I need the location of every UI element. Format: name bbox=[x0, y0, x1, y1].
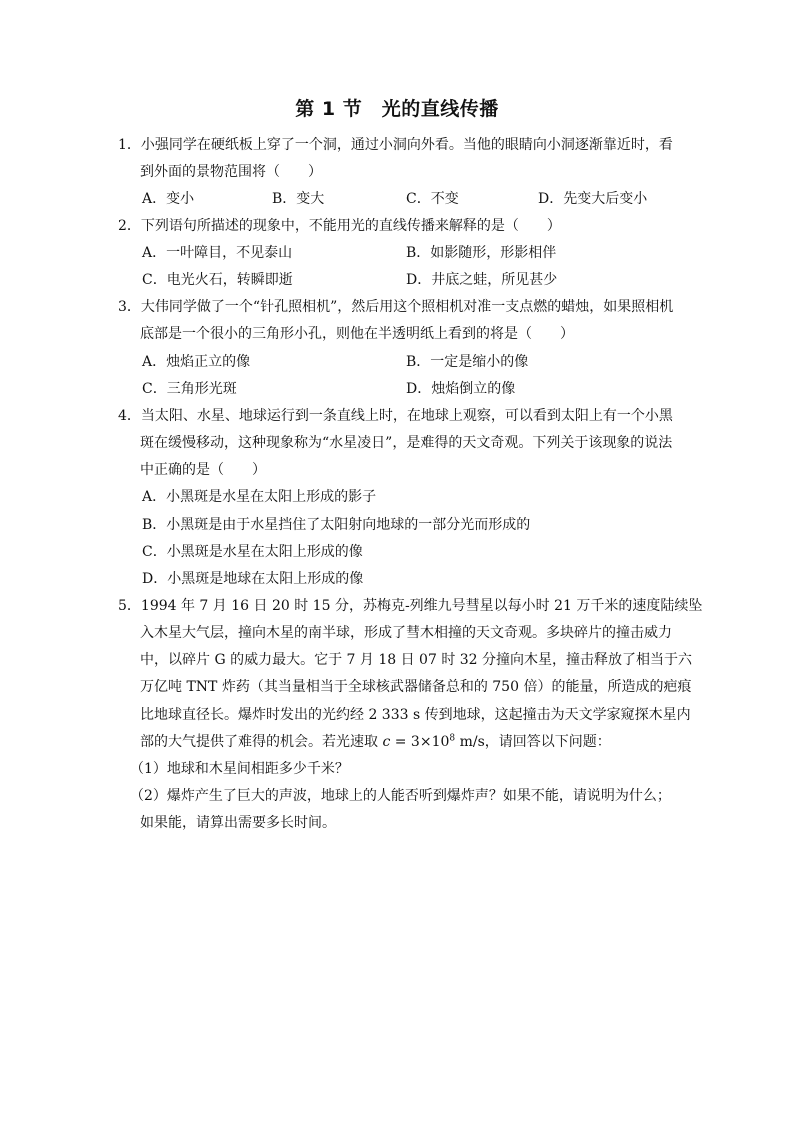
q4-line-1: 4．当太阳、水星、地球运行到一条直线上时，在地球上观察，可以看到太阳上有一个小黑 bbox=[118, 408, 673, 424]
q2-option-c: C．电光火石，转瞬即逝 bbox=[142, 272, 293, 288]
q2-option-b: B．如影随形，形影相伴 bbox=[406, 245, 557, 261]
q5-line-6 bbox=[140, 733, 611, 751]
q3-option-d: D．烛焰倒立的像 bbox=[406, 381, 516, 397]
section-title: 第 1 节 光的直线传播 bbox=[295, 98, 499, 120]
q4-option-d: D．小黑斑是地球在太阳上形成的像 bbox=[142, 571, 364, 587]
q4-line-2: 斑在缓慢移动，这种现象称为“水星凌日”，是难得的天文奇观。下列关于该现象的说法 bbox=[140, 435, 673, 451]
q3-option-c: C．三角形光斑 bbox=[142, 381, 237, 397]
q4-option-b: B．小黑斑是由于水星挡住了太阳射向地球的一部分光而形成的 bbox=[142, 517, 531, 533]
q5-line-6-post: m/s，请回答以下问题： bbox=[455, 734, 611, 750]
q1-option-a: A．变小 bbox=[142, 191, 195, 207]
q3-option-a: A．烛焰正立的像 bbox=[142, 354, 251, 370]
q1-option-c: C．不变 bbox=[406, 191, 459, 207]
q3-line-2: 底部是一个很小的三角形小孔，则他在半透明纸上看到的将是（ ） bbox=[140, 326, 574, 342]
q5-line-1: 5．1994 年 7 月 16 日 20 时 15 分，苏梅克-列维九号彗星以每小时 21 万千米的速度陆续坠 bbox=[118, 598, 703, 614]
q5-line-2: 入木星大气层，撞向木星的南半球，形成了彗木相撞的天文奇观。多块碎片的撞击威力 bbox=[140, 625, 672, 641]
q5-sub-2-line-2: 如果能，请算出需要多长时间。 bbox=[140, 815, 336, 831]
q2-line-1: 2．下列语句所描述的现象中，不能用光的直线传播来解释的是（ ） bbox=[118, 218, 561, 234]
q5-sub-1: （1）地球和木星间相距多少千米？ bbox=[130, 761, 349, 777]
q5-line-6-mid: = 3×10 bbox=[390, 734, 450, 750]
q4-line-3: 中正确的是（ ） bbox=[140, 462, 266, 478]
q4-option-a: A．小黑斑是水星在太阳上形成的影子 bbox=[142, 489, 377, 505]
q1-line-1: 1．小强同学在硬纸板上穿了一个洞，通过小洞向外看。当他的眼睛向小洞逐渐靠近时，看 bbox=[118, 137, 673, 153]
light-speed-symbol: c bbox=[382, 734, 391, 750]
q5-sub-2-line-1: （2）爆炸产生了巨大的声波，地球上的人能否听到爆炸声？如果不能，请说明为什么； bbox=[130, 788, 671, 804]
q2-option-d: D．井底之蛙，所见甚少 bbox=[406, 272, 558, 288]
q1-line-2: 到外面的景物范围将（ ） bbox=[140, 164, 322, 180]
q5-line-5: 比地球直径长。爆炸时发出的光约经 2 333 s 传到地球，这起撞击为天文学家窥探木星内 bbox=[140, 707, 691, 723]
q4-option-c: C．小黑斑是水星在太阳上形成的像 bbox=[142, 544, 363, 560]
q3-line-1: 3．大伟同学做了一个“针孔照相机”，然后用这个照相机对准一支点燃的蜡烛，如果照相机 bbox=[118, 299, 674, 315]
q5-line-4: 万亿吨 TNT 炸药（其当量相当于全球核武器储备总和的 750 倍）的能量，所造成的疤痕 bbox=[140, 679, 692, 695]
q5-line-3: 中，以碎片 G 的威力最大。它于 7 月 18 日 07 时 32 分撞向木星，撞击释放了相当于六 bbox=[140, 652, 693, 668]
q1-option-b: B．变大 bbox=[272, 191, 325, 207]
q2-option-a: A．一叶障目，不见泰山 bbox=[142, 245, 293, 261]
q1-option-d: D．先变大后变小 bbox=[538, 191, 648, 207]
exponent: 8 bbox=[449, 733, 456, 744]
q5-line-6-pre: 部的大气提供了难得的机会。若光速取 bbox=[140, 734, 383, 750]
q3-option-b: B．一定是缩小的像 bbox=[406, 354, 529, 370]
